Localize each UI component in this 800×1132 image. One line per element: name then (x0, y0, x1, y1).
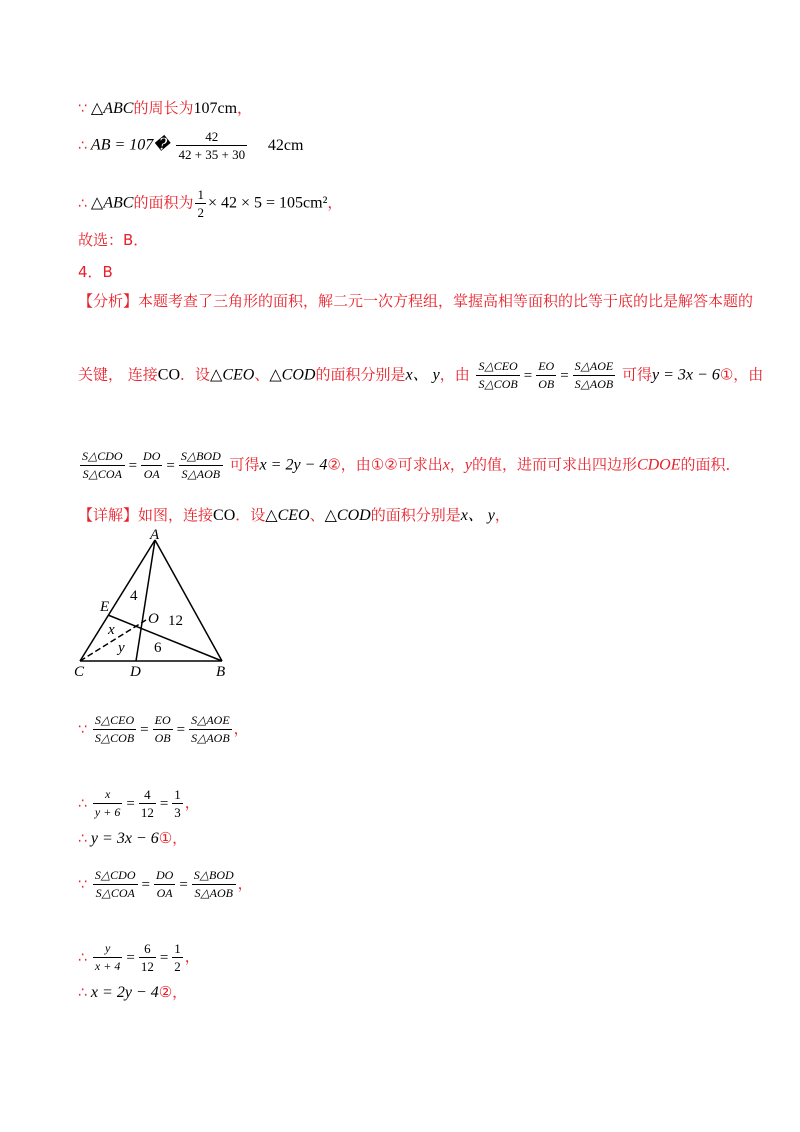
circled-2: ② (158, 983, 173, 1001)
triangle-cod: △COD (324, 507, 371, 524)
fraction (93, 940, 122, 975)
therefore-symbol: ∴ (78, 195, 87, 212)
fraction-numerator: 1 (197, 187, 204, 202)
punct: ， (233, 719, 249, 738)
label-o: O (148, 611, 159, 627)
fraction-numerator: EO (536, 358, 556, 376)
fraction-numerator: y (93, 940, 122, 958)
text-seg: 的面积分别是 (370, 506, 461, 524)
fraction (172, 786, 183, 821)
fraction-numerator: S△BOD (179, 448, 223, 466)
fraction (139, 940, 156, 975)
fraction (179, 448, 223, 483)
triangle-abc: △ABC (90, 100, 134, 117)
because-symbol: ∵ (78, 721, 87, 738)
fraction (93, 867, 138, 902)
text-seg: ，由 (733, 365, 764, 384)
fraction-numerator: 1 (174, 787, 181, 802)
text-seg: ， (449, 455, 465, 474)
fraction (536, 358, 556, 393)
therefore-symbol: ∴ (78, 985, 87, 1001)
therefore-symbol: ∴ (78, 137, 87, 154)
ab-result: 42cm (267, 136, 304, 154)
fraction-denominator: 12 (140, 959, 154, 974)
text-seg: 可得 (229, 455, 260, 474)
fraction-denominator: S△COB (94, 731, 135, 745)
fraction-denominator: S△COA (82, 467, 122, 481)
fraction (172, 940, 183, 975)
cevian-ad (136, 540, 155, 661)
text-seg: ．设 (180, 365, 211, 384)
fraction-numerator: S△AOE (189, 712, 232, 730)
step-1: ∵ $\frac{\text{S△CEO}}{\text{S△COB}}$ = $\frac{EO}{OB}$ = $\frac{\text{S△AOE}}{\text{S△AOB}}$ ， (78, 713, 249, 745)
equation-1: y = 3x − 6 (652, 366, 720, 384)
fraction (141, 448, 162, 483)
fraction-denominator: OA (156, 886, 173, 900)
punct: ， (184, 947, 200, 966)
fraction-denominator: OB (154, 731, 171, 745)
fraction-numerator: S△CEO (476, 358, 519, 376)
area-text: 的面积为 (133, 193, 194, 212)
step-6 (78, 982, 187, 1003)
therefore-symbol: ∴ (78, 949, 87, 966)
analysis-line-2: 关键， 连接CO．设△CEO、△COD的面积分别是x、 y，由 $\frac{\text{S△CEO}}{\text{S△COB}}$ = $\frac{EO}{OB}$ = $\frac{\text{S△AOE}}{\text{S△AOB}}$ 可得y = 3x − 6①，由 (78, 359, 764, 391)
punct: ， (172, 983, 188, 1001)
circled-1: ① (158, 829, 173, 847)
analysis-line: 【分析】本题考查了三角形的面积，解二元一次方程组，掌握高相等面积的比等于底的比是解答本题的 (78, 292, 754, 310)
fraction-denominator: OB (538, 377, 555, 391)
fraction-denominator: OA (143, 467, 160, 481)
circled-2: ② (327, 455, 341, 474)
triangle-ceo: △CEO (210, 366, 255, 384)
half-fraction (195, 186, 206, 221)
fraction-denominator: S△AOB (194, 886, 233, 900)
step-3 (78, 828, 187, 849)
fraction-numerator: S△CEO (93, 712, 136, 730)
side-ab (155, 540, 222, 661)
text-seg: 、 (309, 506, 325, 524)
equation-2: x = 2y − 4 (90, 984, 159, 1001)
text-seg: 【详解】如图，连接 (78, 506, 214, 524)
triangle-ceo: △CEO (265, 507, 310, 524)
triangle-cod: △COD (269, 366, 316, 384)
fraction-denominator: S△AOB (574, 377, 614, 391)
fraction (573, 358, 616, 393)
var-x: x (442, 456, 450, 474)
label-c: C (74, 664, 85, 680)
fraction (93, 786, 122, 821)
area-6: 6 (154, 640, 162, 656)
detail-line (78, 505, 510, 526)
text-seg: ， (494, 506, 510, 524)
therefore-symbol: ∴ (78, 831, 87, 847)
therefore-symbol: ∴ (78, 795, 87, 812)
var-y: y (464, 456, 472, 474)
fraction (80, 448, 125, 483)
quad-cdoe: CDOE (636, 456, 681, 474)
cevian-be (108, 615, 222, 661)
perimeter-text: 的周长为 (133, 99, 194, 117)
area-12: 12 (168, 613, 183, 629)
question-number: 4．B (78, 263, 113, 281)
fraction-denominator: S△AOB (191, 731, 230, 745)
ab-fraction (176, 128, 247, 163)
fraction-denominator: 42 + 35 + 30 (178, 147, 246, 162)
fraction-denominator: S△COA (95, 886, 135, 900)
line-ab (78, 128, 303, 163)
step-5: ∴ $\frac{y}{x + 4}$ = $\frac{6}{12}$ = $\frac{1}{2}$ ， (78, 941, 200, 974)
ab-expr: AB = 107� (90, 136, 170, 154)
text-seg: 可得 (622, 365, 653, 384)
text-seg: 的面积分别是 (315, 365, 406, 384)
fraction-numerator: 6 (139, 940, 156, 958)
fraction-denominator: S△AOB (181, 467, 221, 481)
triangle-abc: △ABC (90, 194, 134, 212)
vars-xy: x、 y (405, 366, 440, 384)
text-seg: 的值，进而可求出四边形 (471, 455, 637, 474)
triangle-figure (70, 528, 240, 688)
fraction-denominator: 12 (140, 805, 154, 820)
text-seg: 、 (254, 365, 270, 384)
fraction-denominator: 3 (174, 805, 181, 820)
fraction-numerator: S△BOD (192, 867, 236, 885)
equation-2: x = 2y − 4 (259, 456, 328, 474)
line-perimeter (78, 98, 252, 119)
punct: ， (184, 793, 200, 812)
fraction (154, 867, 175, 902)
because-symbol: ∵ (78, 876, 87, 893)
text-seg: 的面积． (680, 455, 741, 474)
punct: ， (237, 874, 253, 893)
because-symbol: ∵ (78, 101, 87, 117)
step-2: ∴ $\frac{x}{y + 6}$ = $\frac{4}{12}$ = $\frac{1}{3}$ ， (78, 787, 200, 820)
punct: ， (327, 193, 343, 212)
segment-co: CO (213, 507, 236, 524)
label-d: D (130, 664, 141, 680)
segment-co: CO (157, 366, 181, 384)
fraction-numerator: 1 (174, 941, 181, 956)
fraction-numerator: S△AOE (573, 358, 616, 376)
fraction-denominator: x + 4 (94, 959, 121, 973)
area-x: x (108, 622, 115, 638)
punct: ， (172, 829, 188, 847)
text-seg: ，由①②可求出 (340, 455, 443, 474)
fraction-denominator: S△COB (478, 377, 518, 391)
fraction-denominator: 2 (174, 959, 181, 974)
fraction-numerator: 42 (176, 128, 247, 146)
fraction (192, 867, 236, 902)
fraction-numerator: x (93, 786, 122, 804)
fraction (476, 358, 519, 393)
area-4: 4 (130, 588, 138, 604)
fraction-numerator: 4 (139, 786, 156, 804)
fraction (93, 712, 136, 747)
fraction-denominator: y + 6 (94, 805, 121, 819)
text-seg: 关键， 连接 (78, 365, 158, 384)
answer-line: 故选：B． (78, 231, 149, 249)
fraction (139, 786, 156, 821)
label-e: E (100, 599, 110, 615)
text-seg: ，由 (439, 365, 470, 384)
fraction (153, 712, 173, 747)
step-4: ∵ $\frac{\text{S△CDO}}{\text{S△COA}}$ = $\frac{DO}{OA}$ = $\frac{\text{S△BOD}}{\text{S△AOB}}$ ， (78, 868, 253, 900)
fraction-numerator: DO (141, 448, 162, 466)
area-y: y (118, 640, 125, 656)
circled-1: ① (719, 365, 734, 384)
text-seg: ．设 (235, 506, 266, 524)
fraction-numerator: S△CDO (93, 867, 138, 885)
line-area (78, 186, 342, 221)
vars-xy: x、 y (460, 507, 495, 524)
fraction-denominator: 2 (197, 205, 204, 220)
fraction-numerator: DO (154, 867, 175, 885)
fraction (189, 712, 232, 747)
analysis-line-3: $\frac{\text{S△CDO}}{\text{S△COA}}$ = $\frac{DO}{OA}$ = $\frac{\text{S△BOD}}{\text{S△AOB}}$ 可得x = 2y − 4②，由①②可求出x，y的值，进而可求出四边形CDOE的面积． (82, 449, 741, 481)
fraction-numerator: S△CDO (80, 448, 125, 466)
fraction-numerator: EO (153, 712, 173, 730)
punct: ， (237, 99, 253, 117)
perimeter-value: 107cm (193, 100, 238, 117)
label-b: B (216, 664, 226, 680)
area-expr: × 42 × 5 = 105cm² (207, 194, 328, 212)
equation-1: y = 3x − 6 (90, 830, 159, 847)
label-a: A (150, 528, 160, 543)
